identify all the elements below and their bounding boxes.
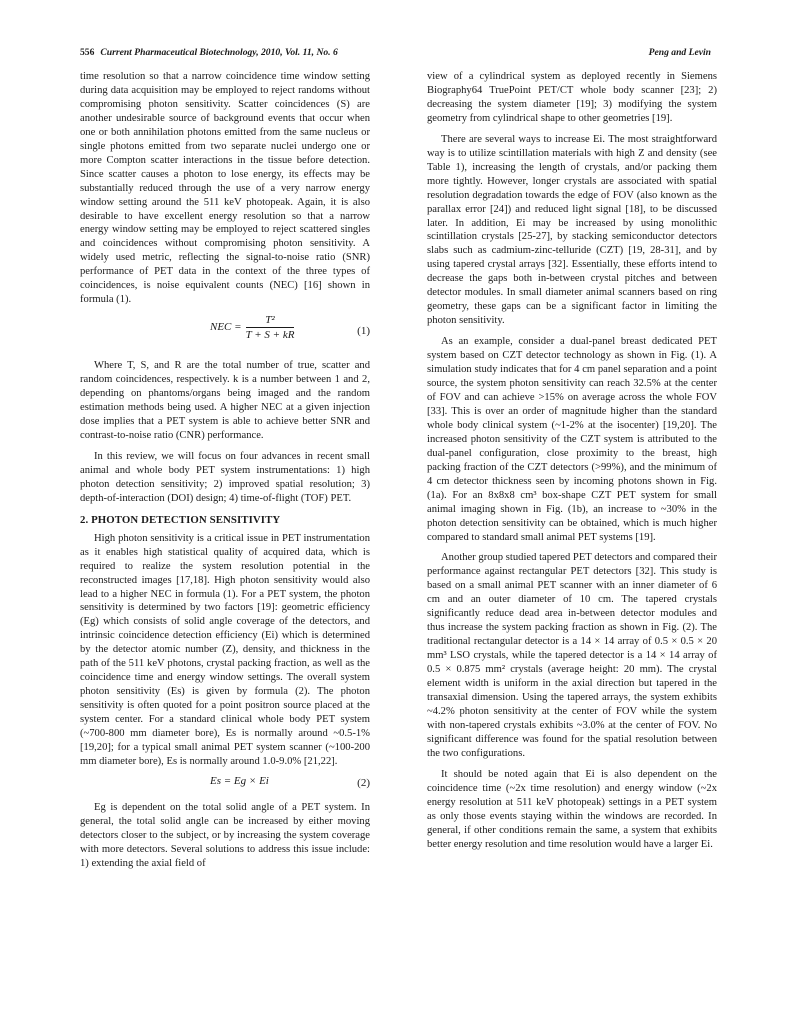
equation-1-body bbox=[210, 313, 294, 342]
journal-citation: Current Pharmaceutical Biotechnology, 2010, Vol. 11, No. 6 bbox=[100, 47, 338, 58]
right-column bbox=[427, 70, 717, 851]
right-paragraph-2: There are several ways to increase Ei. The most straightforward way is to utilize scintillation materials with high Z and density (see Table 1), increasing the length of crystals, and/or packing them more tightly. However, longer crystals are associated with spatial resolution degradation towards the edge of FOV (also known as the parallax error [24]) and reduced light signal [18], to be discussed later. In addition, Ei may be increased by using monolithic scintillation crystals [25-27], by stacking semiconductor detectors slabs such as cadmium-zinc-telluride (CZT) [19, 28-31], and by using tapered crystal arrays [32]. Essentially, these efforts intend to decrease the gaps both in-between crystal pitches and between detector modules. In small diameter animal scanners based on ring geometry, these gaps can be a significant factor in limiting the photon sensitivity. bbox=[427, 133, 717, 327]
left-paragraph-5: Eg is dependent on the total solid angle of a PET system. In general, the total solid angle can be increased by either moving detectors closer to the subject, or by increasing the system coverage with more detectors. Several solutions to address this issue include: 1) extending the axial field of bbox=[80, 801, 370, 869]
equation-1 bbox=[80, 313, 370, 351]
left-paragraph-4: High photon sensitivity is a critical issue in PET instrumentation as it enables high statistical quality of acquired data, which is required to realize the system resolution potential in the reconstructed images [17,18]. High photon sensitivity would also lead to a higher NEC in formula (1). For a PET system, the photon sensitivity is determined by two factors [19]: geometric efficiency (Eg) which consists of solid angle coverage of the detectors, and intrinsic coincidence detection efficiency (Ei) which is determined by the detector atomic number (Z), density, and thickness in the path of the 511 keV photons, crystal packing fraction, as well as the coincidence time and energy window settings. The overall system photon sensitivity (Es) is given by formula (2). The photon sensitivity is often quoted for a point positron source placed at the system center. For a standard clinical whole body PET system (~700-800 mm diameter bore), Es is normally around ~0.5-1% [19,20]; for a typical small animal PET system scanner (~100-200 mm diameter bore), Es is normally around 1.0-9.0% [21,22]. bbox=[80, 532, 370, 767]
left-paragraph-3: In this review, we will focus on four advances in recent small animal and whole body PET system instrumentations: 1) high photon detection sensitivity; 2) improved spatial resolution; 3) depth-of-interaction (DOI) design; 4) time-of-flight (TOF) PET. bbox=[80, 450, 370, 504]
equation-1-fraction bbox=[246, 313, 295, 342]
equation-1-denominator: T + S + kR bbox=[245, 329, 295, 342]
right-paragraph-3: As an example, consider a dual-panel breast dedicated PET system based on CZT detector technology as shown in Fig. (1). A simulation study indicates that for 4 cm panel separation and a point source, the system photon sensitivity can reach 32.5% at the center of FOV and can achieve >15% on average across the whole FOV [33]. This is over an order of magnitude higher than the standard whole body clinical system (~1-2% at the isocenter) [19,20]. The increased photon sensitivity of the CZT system is attributed to the dual-panel configuration, close proximity to the breast, high packing fraction of the CZT detectors (>99%), and the minimum of 4 cm detector thickness seen by incoming photons shown in Fig. (1a). For an 8x8x8 cm³ box-shape CZT PET system for small animal imaging shown in Fig. (1b), an increase to ~30% in the photon detection sensitivity can be obtained, which is much higher compared to standard small animal PET systems [19]. bbox=[427, 336, 717, 543]
equation-1-numerator: T² bbox=[246, 313, 295, 328]
right-paragraph-4: Another group studied tapered PET detectors and compared their performance against rectangular PET detectors [32]. This study is based on a small animal PET scanner with an inner diameter of 6 cm and an outer diameter of 10 cm. The tapered crystals significantly reduce dead area in-between detector modules and thus increase the system packing fraction as shown in Fig. (2). The traditional rectangular detector is a 14 × 14 array of 0.5 × 0.5 × 20 mm³ LSO crystals, while the tapered detector is a 14 × 14 array of 0.5 × 0.875 mm² crystals (average height: 20 mm). The crystal element width is uniform in the axial direction but tapered in the transaxial dimension. Using the tapered arrays, the system exhibits ~4.2% photon sensitivity at the center of FOV while the system with non-tapered crystals exhibits ~3.0% at the center of FOV. No significant difference was found for the spatial resolution between the two configurations. bbox=[427, 552, 717, 759]
equation-2-label: (2) bbox=[357, 776, 370, 789]
equation-1-lhs: NEC = bbox=[210, 320, 242, 333]
page-number: 556 bbox=[80, 47, 95, 58]
equation-2 bbox=[80, 775, 370, 795]
section-heading: 2. PHOTON DETECTION SENSITIVITY bbox=[80, 513, 281, 526]
equation-2-body: Es = Eg × Ei bbox=[210, 774, 269, 787]
header-authors: Peng and Levin bbox=[648, 47, 711, 58]
equation-1-label: (1) bbox=[357, 325, 370, 338]
left-paragraph-2: Where T, S, and R are the total number of true, scatter and random coincidences, respectively. k is a number between 1 and 2, depending on phantoms/organs being imaged and the random estimation methods being used. A higher NEC at a given injection dose implies that a PET system is able to achieve better SNR and contrast-to-noise ratio (CNR) performance. bbox=[80, 360, 370, 441]
header-left bbox=[80, 47, 338, 58]
right-paragraph-5: It should be noted again that Ei is also dependent on the coincidence time (~2x time resolution) and energy window (~2x energy resolution at 511 keV photopeak) settings in a PET system as only those events staying within the windows are recorded. In general, if other conditions remain the same, a system that exhibits better energy resolution and time resolution would have a larger Ei. bbox=[427, 768, 717, 850]
running-header bbox=[80, 47, 711, 61]
left-paragraph-1: time resolution so that a narrow coincidence time window setting during data acquisition may be employed to reject randoms without compromising photon sensitivity. Scatter coincidences (S) are another undesirable source of background events that occur when one or both annihilation photons emitted from the same nucleus or single photons emitted from two separate nuclei undergo one or more Compton scatter interactions in the tissue before detection. Since scatter causes a photon to lose energy, its effects may be substantially reduced through the use of a very narrow energy window setting around the 511 keV photopeak. Again, it is also desirable to have excellent energy resolution so that a narrow energy window setting may be employed to reject scattered singles and coincidences without compromising photon sensitivity. A widely used metric, reflecting the signal-to-noise ratio (SNR) performance of PET data in the context of the three types of coincidences, is noise equivalent counts (NEC) [16] shown in formula (1). bbox=[80, 71, 370, 306]
right-paragraph-1: view of a cylindrical system as deployed recently in Siemens Biography64 TruePoint PET/CT whole body scanner [23]; 2) decreasing the system diameter [19]; 3) modifying the system geometry from cylindrical shape to other geometries [19]. bbox=[427, 71, 717, 124]
left-column bbox=[80, 70, 370, 871]
